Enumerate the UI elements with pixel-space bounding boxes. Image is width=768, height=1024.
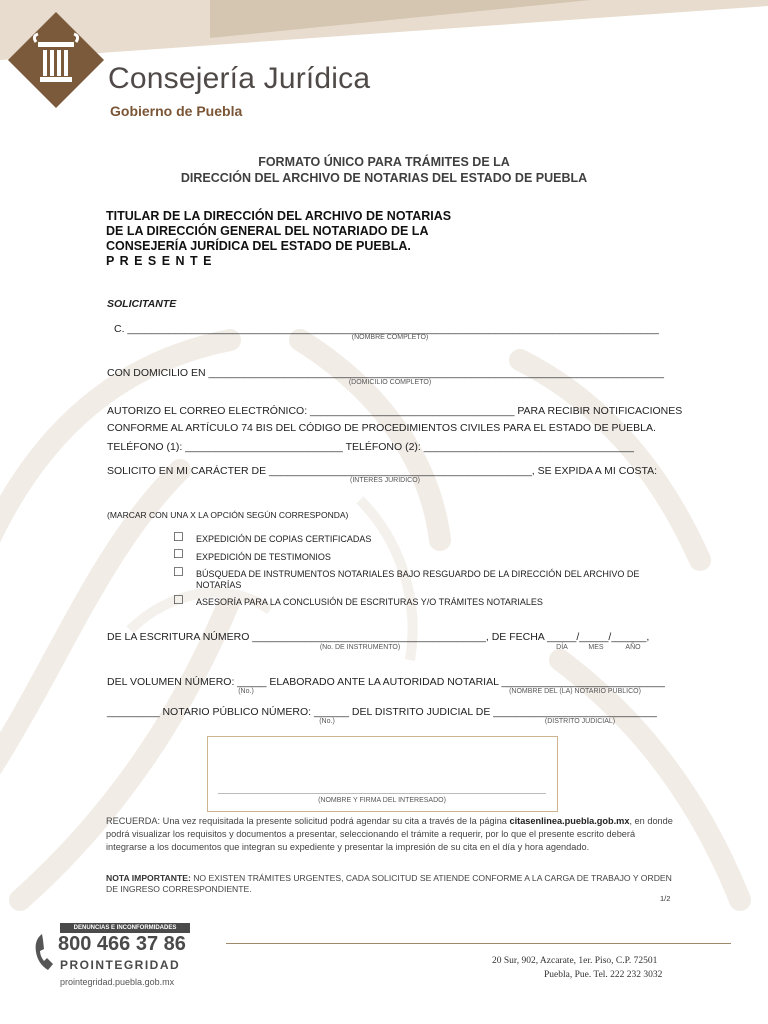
notario-no-caption: (No.): [319, 718, 335, 725]
addressee-line2: DE LA DIRECCIÓN GENERAL DEL NOTARIADO DE LA: [106, 224, 429, 238]
citas-link[interactable]: citasenlinea.puebla.gob.mx: [509, 816, 630, 826]
recuerda-rest: , en donde podrá visualizar los requisitos y documentos a presentar, seleccionando el trámite a requerir, por lo que el presente escrito deberá integrarse a los documentos que integran su expediente y presentar la impresión de su cita en el día y hora agendado.: [106, 816, 673, 852]
page-number: 1/2: [660, 894, 671, 903]
distrito-caption: (DISTRITO JUDICIAL): [544, 718, 616, 725]
option-label-asesoria: ASESORÍA PARA LA CONCLUSIÓN DE ESCRITURAS Y/O TRÁMITES NOTARIALES: [196, 597, 543, 607]
document-title-line2: DIRECCIÓN DEL ARCHIVO DE NOTARIAS DEL ESTADO DE PUEBLA: [180, 171, 588, 185]
option-checkbox-asesoria[interactable]: ☐: [173, 593, 184, 607]
brand-subtitle: Gobierno de Puebla: [110, 103, 243, 119]
addressee-line1: TITULAR DE LA DIRECCIÓN DEL ARCHIVO DE NOTARIAS: [106, 209, 452, 223]
volumen-field[interactable]: DEL VOLUMEN NÚMERO: _____ ELABORADO ANTE LA AUTORIDAD NOTARIAL ____________________________: [107, 676, 665, 688]
footer-address-line2: Puebla, Pue. Tel. 222 232 3032: [544, 970, 663, 980]
recuerda-text: Una vez requisitada la presente solicitud podrá agendar su cita a través de la página: [160, 816, 510, 826]
footer-phone[interactable]: 800 466 37 86: [58, 933, 186, 955]
domicilio-caption: (DOMICILIO COMPLETO): [348, 379, 432, 386]
name-caption: (NOMBRE COMPLETO): [351, 334, 429, 341]
option-checkbox-busqueda[interactable]: ☐: [173, 565, 184, 579]
interes-caption: (INTERÉS JURÍDICO): [350, 477, 420, 484]
recuerda-paragraph: [106, 815, 678, 854]
option-checkbox-copias[interactable]: ☐: [173, 530, 184, 544]
brand-title: Consejería Jurídica: [108, 62, 371, 95]
option-checkbox-testimonios[interactable]: ☐: [173, 547, 184, 561]
telefono-fields[interactable]: TELÉFONO (1): ___________________________ TELÉFONO (2): ____________________________________: [107, 441, 634, 453]
footer-address-line1: 20 Sur, 902, Azcarate, 1er. Piso, C.P. 72501: [492, 956, 658, 966]
nota-label: NOTA IMPORTANTE:: [106, 873, 191, 883]
footer-program: PROINTEGRIDAD: [60, 958, 181, 972]
option-label-busqueda-cont: NOTARÍAS: [196, 580, 242, 590]
instrumento-caption: (No. DE INSTRUMENTO): [319, 644, 401, 651]
autoridad-caption: (NOMBRE DEL (LA) NOTARIO PÚBLICO): [509, 688, 641, 695]
option-label-copias: EXPEDICIÓN DE COPIAS CERTIFICADAS: [196, 534, 372, 544]
volumen-no-caption: (No.): [238, 688, 254, 695]
phone-icon: [34, 932, 56, 972]
option-label-testimonios: EXPEDICIÓN DE TESTIMONIOS: [196, 552, 331, 562]
domicilio-field[interactable]: CON DOMICILIO EN ______________________________________________________________________________: [107, 367, 664, 379]
nota-paragraph: [106, 873, 678, 895]
marcar-instruction: (MARCAR CON UNA X LA OPCIÓN SEGÚN CORRESPONDA): [107, 510, 349, 520]
recuerda-prefix: RECUERDA:: [106, 816, 161, 826]
escritura-field[interactable]: DE LA ESCRITURA NÚMERO ________________________________________, DE FECHA _____/_____/______,: [107, 631, 650, 643]
signature-line: [218, 793, 546, 794]
email-field[interactable]: AUTORIZO EL CORREO ELECTRÓNICO: ___________________________________ PARA RECIBIR NOTIFICACIONES: [107, 405, 683, 417]
document-title-line1: FORMATO ÚNICO PARA TRÁMITES DE LA: [258, 155, 510, 169]
option-label-busqueda: BÚSQUEDA DE INSTRUMENTOS NOTARIALES BAJO RESGUARDO DE LA DIRECCIÓN DEL ARCHIVO DE: [196, 569, 640, 579]
nota-text: NO EXISTEN TRÁMITES URGENTES, CADA SOLICITUD SE ATIENDE CONFORME A LA CARGA DE TRABAJO Y ORDEN DE INGRESO CORRESPONDIENTE.: [106, 873, 672, 894]
footer-divider: [226, 943, 731, 944]
firma-caption: (NOMBRE Y FIRMA DEL INTERESADO): [318, 797, 446, 804]
conforme-text: CONFORME AL ARTÍCULO 74 BIS DEL CÓDIGO DE PROCEDIMIENTOS CIVILES PARA EL ESTADO DE PUEBLA.: [107, 422, 656, 434]
ano-caption: AÑO: [625, 644, 641, 651]
denuncias-badge: DENUNCIAS E INCONFORMIDADES: [60, 923, 190, 933]
addressee-line3: CONSEJERÍA JURÍDICA DEL ESTADO DE PUEBLA.: [106, 239, 411, 253]
mes-caption: MES: [588, 644, 604, 651]
addressee-presente: P R E S E N T E: [106, 254, 213, 268]
name-field[interactable]: C. ___________________________________________________________________________________________: [114, 323, 659, 335]
logo-column-icon: [8, 12, 104, 108]
footer-website[interactable]: prointegridad.puebla.gob.mx: [60, 977, 175, 987]
notario-field[interactable]: _________ NOTARIO PÚBLICO NÚMERO: ______ DEL DISTRITO JUDICIAL DE ____________________________: [107, 706, 657, 718]
dia-caption: DÍA: [556, 644, 568, 651]
section-label-solicitante: SOLICITANTE: [107, 298, 177, 310]
header-band: [0, 0, 768, 60]
caracter-field[interactable]: SOLICITO EN MI CARÁCTER DE _____________________________________________, SE EXPIDA A MI COSTA:: [107, 465, 658, 477]
